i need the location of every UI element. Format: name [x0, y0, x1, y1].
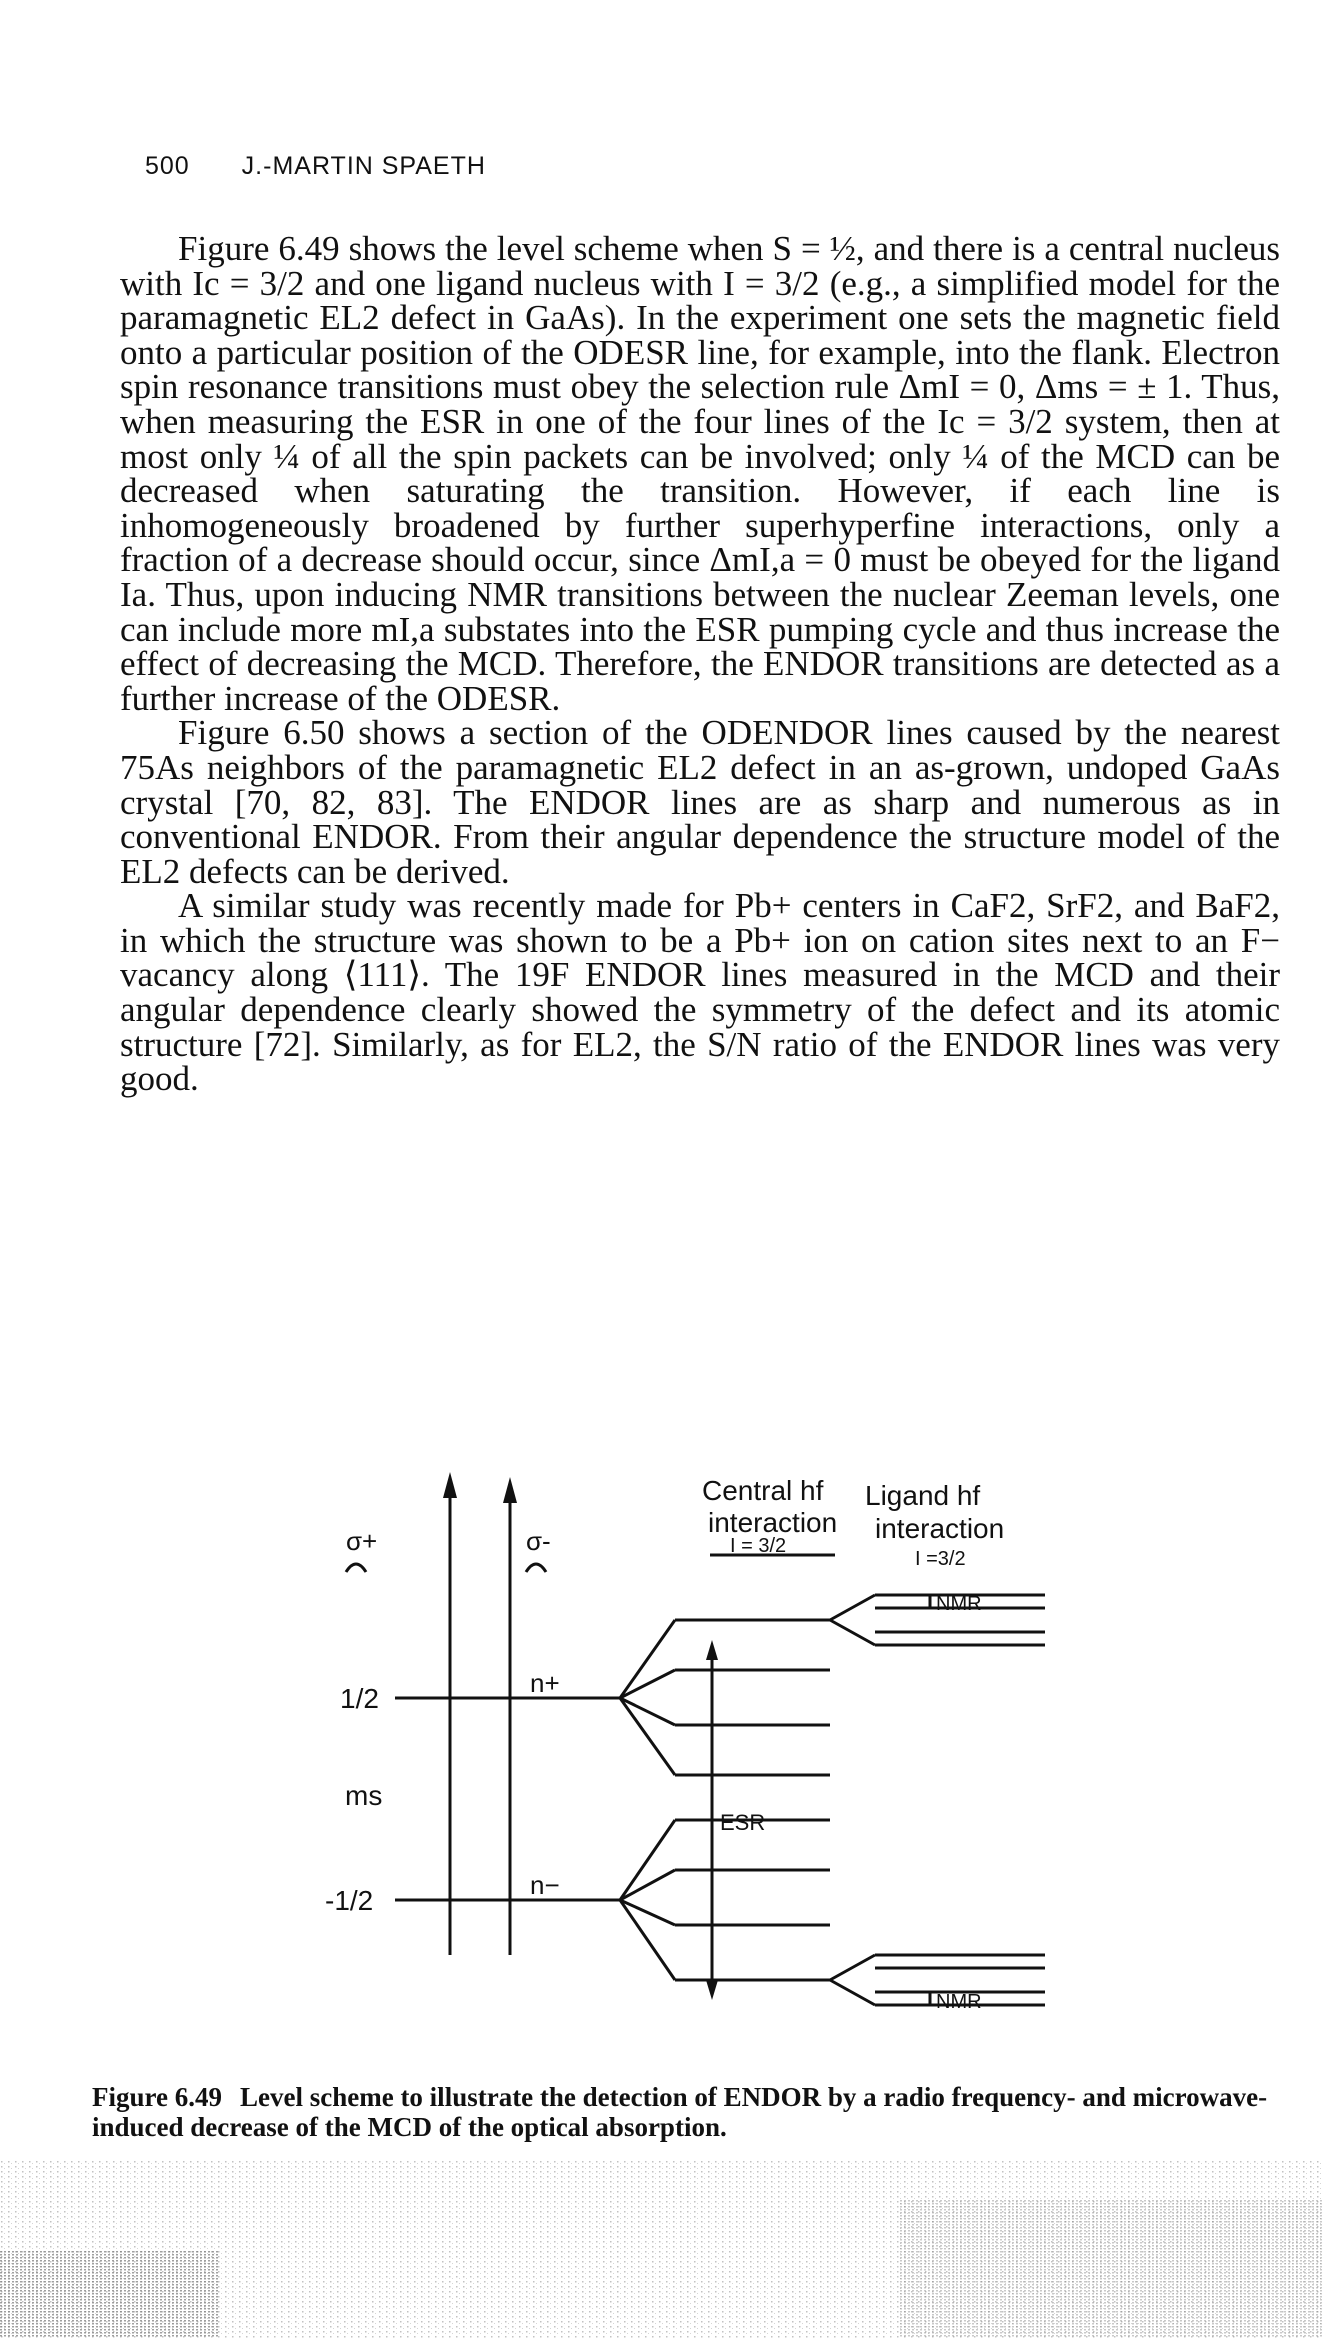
- page-number: 500: [145, 152, 190, 180]
- paragraph-2: Figure 6.50 shows a section of the ODENDOR lines caused by the nearest 75As neighbors of the paramagnetic EL2 defect in an as-grown, undoped GaAs crystal [70, 82, 83]. The ENDOR lines are as sharp and numerous as in conventional ENDOR. From their angular dependence the structure model of the EL2 defects can be derived.: [120, 713, 1280, 891]
- esr-label: ESR: [720, 1810, 766, 1835]
- body-text: [120, 229, 1280, 1099]
- sigma-plus-label: σ+: [346, 1526, 378, 1556]
- upper-ligand-split-a: [830, 1595, 875, 1620]
- ms-label: ms: [345, 1780, 383, 1811]
- lower-level-label: -1/2: [325, 1885, 374, 1916]
- figure-caption: [92, 2082, 1272, 2142]
- esr-arrowhead-top: [706, 1640, 718, 1660]
- ligand-spin-label: I =3/2: [915, 1548, 966, 1570]
- lower-ligand-split-a: [830, 1955, 875, 1980]
- upper-split-1: [620, 1620, 675, 1698]
- upper-split-4: [620, 1698, 675, 1775]
- central-hf-label-1: Central hf: [702, 1475, 824, 1506]
- lower-split-1: [620, 1820, 675, 1900]
- upper-ligand-split-b: [830, 1620, 875, 1645]
- sigma-minus-arrowhead: [503, 1477, 517, 1503]
- paragraph-1: Figure 6.49 shows the level scheme when S = ½, and there is a central nucleus with Ic = 3/2 and one ligand nucleus with I = 3/2 (e.g., a simplified model for the paramagnetic EL2 defect in GaAs). In the experiment one sets the magnetic field onto a particular position of the ODESR line, for example, into the flank. Electron spin resonance transitions must obey the selection rule ΔmI = 0, Δms = ± 1. Thus, when measuring the ESR in one of the four lines of the Ic = 3/2 system, then at most only ¼ of all the spin packets can be involved; only ¼ of the MCD can be decreased when saturating the transition. However, if each line is inhomogeneously broadened by further superhyperfine interactions, only a fraction of a decrease should occur, since ΔmI,a = 0 must be obeyed for the ligand Ia. Thus, upon inducing NMR transitions between the nuclear Zeeman levels, one can include more mI,a substates into the ESR pumping cycle and thus increase the effect of decreasing the MCD. Therefore, the ENDOR transitions are detected as a further increase of the ODESR.: [120, 229, 1280, 718]
- level-scheme-figure: [300, 1460, 1150, 2060]
- ligand-hf-label-1: Ligand hf: [865, 1480, 981, 1511]
- upper-level-label: 1/2: [340, 1683, 379, 1714]
- caption-label: Figure 6.49: [92, 2082, 222, 2112]
- sigma-minus-arc: [526, 1564, 546, 1572]
- n-minus-label: n−: [530, 1870, 560, 1900]
- author-name: J.-MARTIN SPAETH: [241, 152, 486, 180]
- sigma-plus-arrowhead: [443, 1472, 457, 1498]
- lower-split-2: [620, 1870, 675, 1900]
- nmr-lower-label: NMR: [936, 1991, 982, 2013]
- central-hf-label-2: interaction: [708, 1507, 838, 1538]
- sigma-minus-label: σ-: [526, 1526, 551, 1556]
- esr-arrowhead-bottom: [706, 1980, 718, 2000]
- ligand-hf-label-2: interaction: [875, 1513, 1005, 1544]
- nmr-upper-label: NMR: [936, 1593, 982, 1615]
- central-spin-label: I = 3/2: [730, 1535, 787, 1557]
- caption-text: Level scheme to illustrate the detection of ENDOR by a radio frequency- and microwave-induced decrease of the MCD of the optical absorption.: [92, 2082, 1268, 2142]
- scan-noise: [0, 2140, 1322, 2338]
- running-header: [145, 152, 486, 181]
- lower-ligand-split-b: [830, 1980, 875, 2005]
- n-plus-label: n+: [530, 1668, 560, 1698]
- paragraph-3: A similar study was recently made for Pb+ centers in CaF2, SrF2, and BaF2, in which the structure was shown to be a Pb+ ion on cation sites next to an F− vacancy along ⟨111⟩. The 19F ENDOR lines measured in the MCD and their angular dependence clearly showed the symmetry of the defect and its atomic structure [72]. Similarly, as for EL2, the S/N ratio of the ENDOR lines was very good.: [120, 886, 1280, 1099]
- sigma-plus-arc: [346, 1564, 366, 1572]
